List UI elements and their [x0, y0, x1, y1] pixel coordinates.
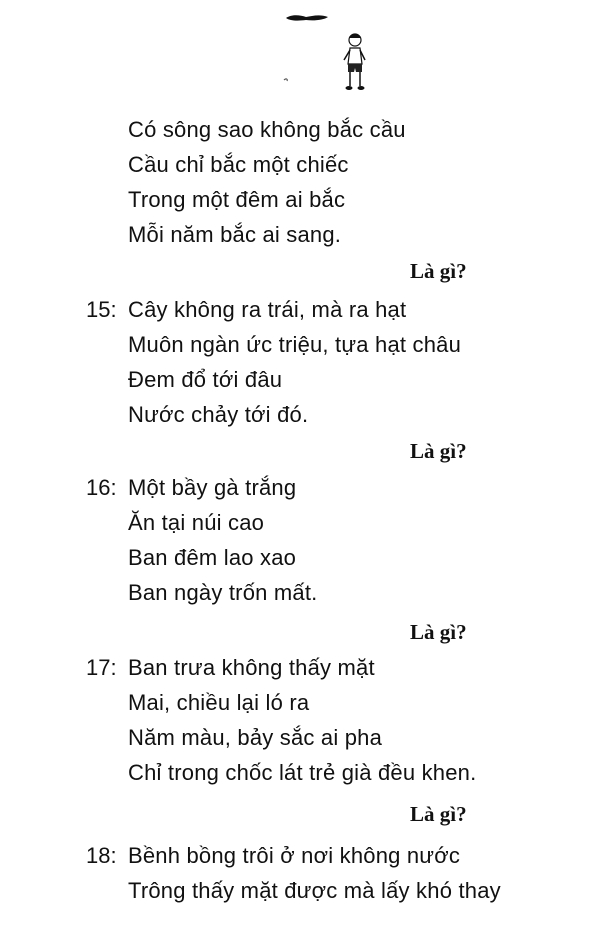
riddle-16-line-3: Ban đêm lao xao: [128, 545, 297, 570]
riddle-14-line-1: Có sông sao không bắc cầu: [128, 117, 406, 142]
riddle-17-number: 17:: [86, 655, 117, 680]
riddle-18-number: 18:: [86, 843, 117, 868]
riddle-18-line-1: Bềnh bồng trôi ở nơi không nước: [128, 843, 461, 868]
riddle-16-prompt: Là gì?: [410, 620, 467, 644]
riddle-15-line-4: Nước chảy tới đó.: [128, 402, 309, 427]
riddle-17-line-4: Chỉ trong chốc lát trẻ già đều khen.: [128, 760, 477, 785]
riddle-18-line-2: Trông thấy mặt được mà lấy khó thay: [128, 878, 501, 903]
riddle-14-line-3: Trong một đêm ai bắc: [128, 187, 346, 212]
riddle-16-line-1: Một bầy gà trắng: [128, 475, 297, 500]
riddle-17-line-3: Năm màu, bảy sắc ai pha: [128, 725, 383, 750]
riddle-16-line-4: Ban ngày trốn mất.: [128, 580, 318, 605]
riddle-15-line-1: Cây không ra trái, mà ra hạt: [128, 297, 407, 322]
boy-illustration: [280, 8, 380, 98]
riddle-14-prompt: Là gì?: [410, 259, 467, 283]
riddle-17-line-2: Mai, chiều lại ló ra: [128, 690, 310, 715]
riddle-16-number: 16:: [86, 475, 117, 500]
riddle-14-line-4: Mỗi năm bắc ai sang.: [128, 222, 342, 247]
riddle-17-prompt: Là gì?: [410, 802, 467, 826]
riddle-14-line-2: Cầu chỉ bắc một chiếc: [128, 152, 349, 177]
riddle-15-prompt: Là gì?: [410, 439, 467, 463]
riddle-17-line-1: Ban trưa không thấy mặt: [128, 655, 375, 680]
riddle-15-line-3: Đem đổ tới đâu: [128, 367, 283, 392]
bird-icon: [286, 15, 328, 20]
riddle-15-line-2: Muôn ngàn ức triệu, tựa hạt châu: [128, 332, 462, 357]
riddle-15-number: 15:: [86, 297, 117, 322]
riddle-16-line-2: Ăn tại núi cao: [128, 510, 265, 535]
